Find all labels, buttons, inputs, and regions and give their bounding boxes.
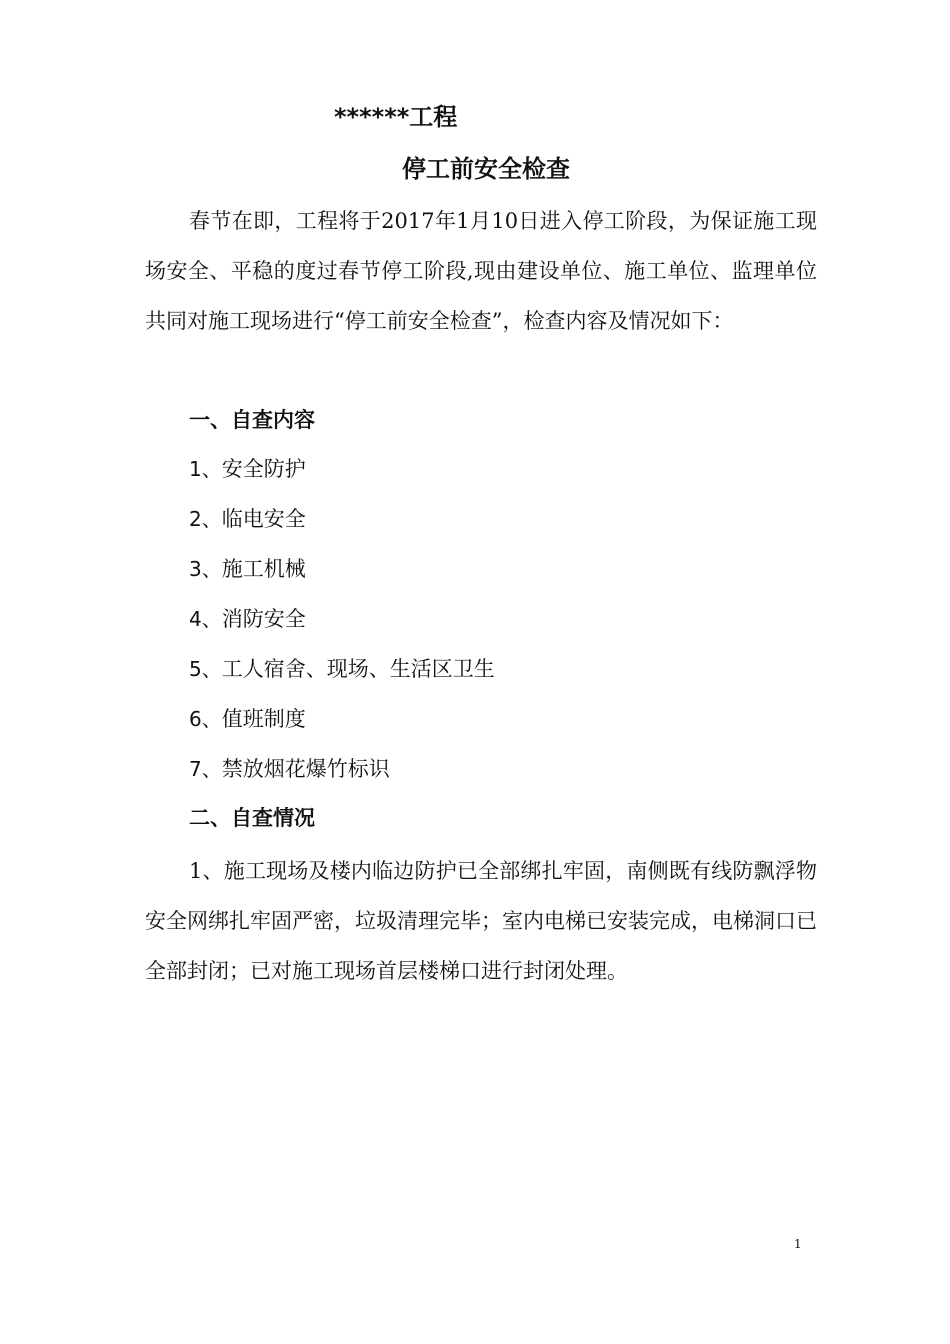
list-item — [189, 702, 495, 752]
checklist — [189, 452, 495, 802]
list-item — [189, 602, 495, 652]
page-number: 1 — [794, 1237, 802, 1251]
list-item-number: 6、 — [189, 707, 222, 731]
section-heading-self-check-status: 二、自查情况 — [189, 806, 315, 830]
section-heading-self-check-content: 一、自查内容 — [189, 408, 315, 432]
list-item — [189, 752, 495, 802]
list-item-text: 安全防护 — [221, 457, 306, 481]
list-item — [189, 652, 495, 702]
list-item-text: 值班制度 — [221, 707, 306, 731]
list-item-text: 临电安全 — [221, 507, 306, 531]
list-item-number: 2、 — [189, 507, 222, 531]
list-item-text: 禁放烟花爆竹标识 — [221, 757, 390, 781]
list-item-number: 1、 — [189, 457, 222, 481]
list-item-number: 3、 — [189, 557, 222, 581]
document-title: 停工前安全检查 — [402, 155, 570, 183]
list-item — [189, 452, 495, 502]
project-title: ******工程 — [334, 103, 458, 131]
list-item-number: 7、 — [189, 757, 222, 781]
intro-paragraph: 春节在即，工程将于2017年1月10日进入停工阶段，为保证施工现场安全、平稳的度过春节停工阶段,现由建设单位、施工单位、监理单位共同对施工现场进行“停工前安全检查”，检查内容及情况如下： — [145, 209, 817, 333]
findings-paragraph: 1、施工现场及楼内临边防护已全部绑扎牢固，南侧既有线防飘浮物安全网绑扎牢固严密，垃圾清理完毕；室内电梯已安装完成，电梯洞口已全部封闭；已对施工现场首层楼梯口进行封闭处理。 — [145, 859, 817, 983]
list-item-text: 施工机械 — [221, 557, 306, 581]
list-item-number: 4、 — [189, 607, 222, 631]
list-item — [189, 552, 495, 602]
list-item-text: 工人宿舍、现场、生活区卫生 — [221, 657, 495, 681]
list-item-text: 消防安全 — [221, 607, 306, 631]
list-item-number: 5、 — [189, 657, 222, 681]
list-item — [189, 502, 495, 552]
